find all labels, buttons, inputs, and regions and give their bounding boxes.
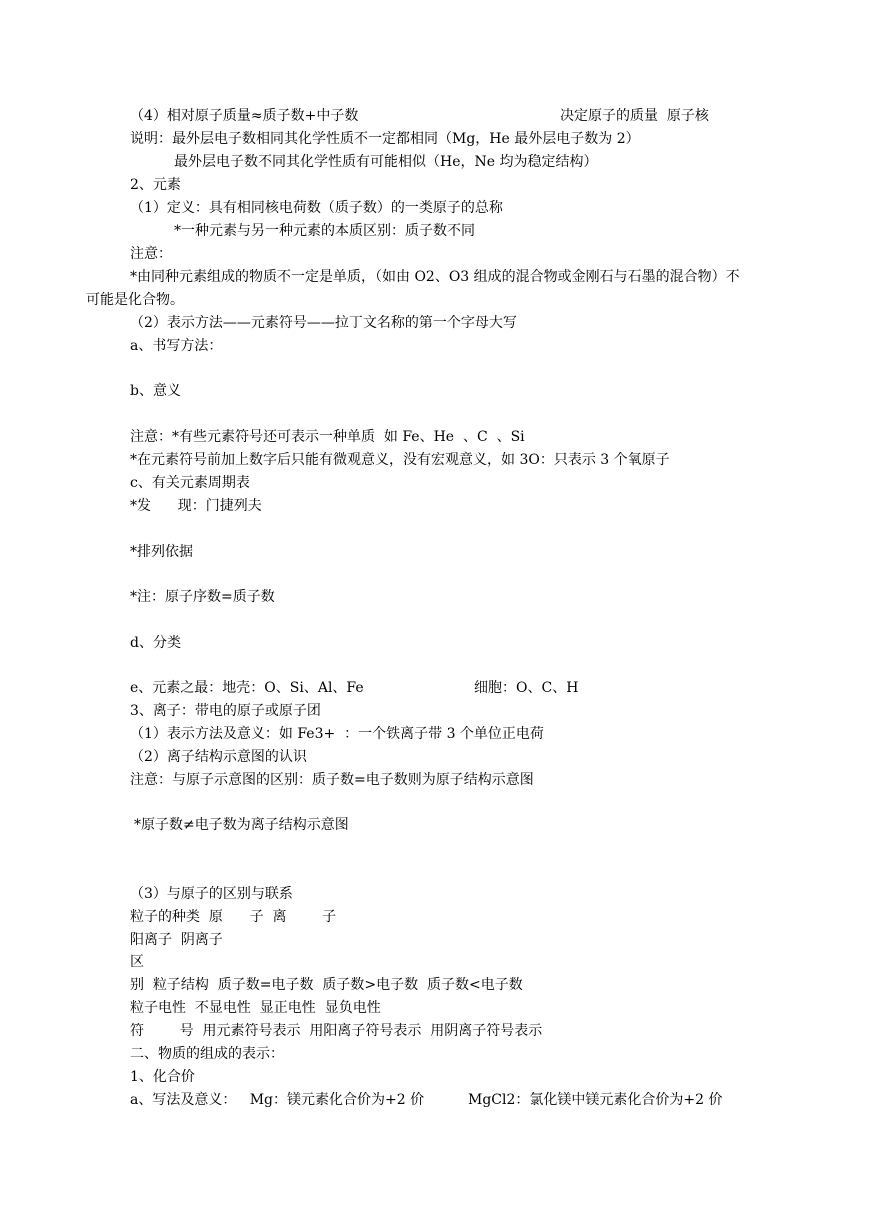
line-ion-diagram-rule: *原子数≠电子数为离子结构示意图 <box>134 817 349 833</box>
line-valence-mg: a、写法及意义： Mg：镁元素化合价为+2 价 <box>130 1092 425 1108</box>
line-determines-atom-mass: 决定原子的质量 原子核 <box>560 108 709 124</box>
line-discovered-by: *发 现：门捷列夫 <box>130 498 262 514</box>
heading-composition-representation: 二、物质的组成的表示： <box>130 1046 284 1062</box>
line-element-most-cell: 细胞：O、C、H <box>474 680 579 696</box>
line-atomic-number-note: *注：原子序数=质子数 <box>130 589 275 605</box>
line-arrangement-basis: *排列依据 <box>130 544 193 560</box>
line-element-essential-difference: *一种元素与另一种元素的本质区别：质子数不同 <box>174 223 475 239</box>
line-element-definition: （1）定义：具有相同核电荷数（质子数）的一类原子的总称 <box>130 200 503 216</box>
line-note-element-as-substance: 注意：*有些元素符号还可表示一种单质 如 Fe、He 、C 、Si <box>130 429 525 445</box>
table-row-cation-anion: 阳离子 阴离子 <box>130 932 223 948</box>
table-row-particle-structure: 别 粒子结构 质子数=电子数 质子数>电子数 质子数<电子数 <box>130 977 523 993</box>
table-row-symbol: 符 号 用元素符号表示 用阳离子符号表示 用阴离子符号表示 <box>130 1023 543 1039</box>
line-same-element-substance: *由同种元素组成的物质不一定是单质，（如由 O2、O3 组成的混合物或金刚石与石墨的混合物）不 <box>130 269 740 285</box>
heading-element: 2、元素 <box>130 177 181 193</box>
heading-ion: 3、离子：带电的原子或原子团 <box>130 703 321 719</box>
table-row-particle-charge: 粒子电性 不显电性 显正电性 显负电性 <box>130 1000 381 1016</box>
line-ion-representation: （1）表示方法及意义：如 Fe3+ ：一个铁离子带 3 个单位正电荷 <box>130 726 544 742</box>
line-element-most-crust: e、元素之最：地壳：O、Si、Al、Fe <box>130 680 364 696</box>
table-row-particle-type: 粒子的种类 原 子 离 子 <box>130 909 337 925</box>
line-ion-atom-distinction: （3）与原子的区别与联系 <box>130 886 293 902</box>
line-ion-vs-atom-diagram: 注意：与原子示意图的区别：质子数=电子数则为原子结构示意图 <box>130 772 534 788</box>
table-row-distinction-label: 区 <box>130 954 144 970</box>
line-writing-method: a、书写方法： <box>130 338 223 354</box>
line-note-outer-electrons-same: 说明：最外层电子数相同其化学性质不一定都相同（Mg，He 最外层电子数为 2） <box>130 131 640 147</box>
line-relative-atomic-mass: （4）相对原子质量≈质子数+中子数 <box>130 108 359 124</box>
line-classification: d、分类 <box>130 635 181 651</box>
heading-valence: 1、化合价 <box>130 1069 195 1085</box>
line-representation-method: （2）表示方法——元素符号——拉丁文名称的第一个字母大写 <box>130 315 517 331</box>
line-not-compound: 可能是化合物。 <box>86 292 184 308</box>
line-meaning: b、意义 <box>130 383 181 399</box>
line-ion-structure-diagram: （2）离子结构示意图的认识 <box>130 749 307 765</box>
line-number-before-symbol: *在元素符号前加上数字后只能有微观意义，没有宏观意义，如 3O：只表示 3 个氧原子 <box>130 452 670 468</box>
line-periodic-table: c、有关元素周期表 <box>130 475 250 491</box>
line-note-outer-electrons-different: 最外层电子数不同其化学性质有可能相似（He，Ne 均为稳定结构） <box>174 154 598 170</box>
line-valence-mgcl2: MgCl2：氯化镁中镁元素化合价为+2 价 <box>468 1092 723 1108</box>
line-note-label: 注意： <box>130 246 172 262</box>
